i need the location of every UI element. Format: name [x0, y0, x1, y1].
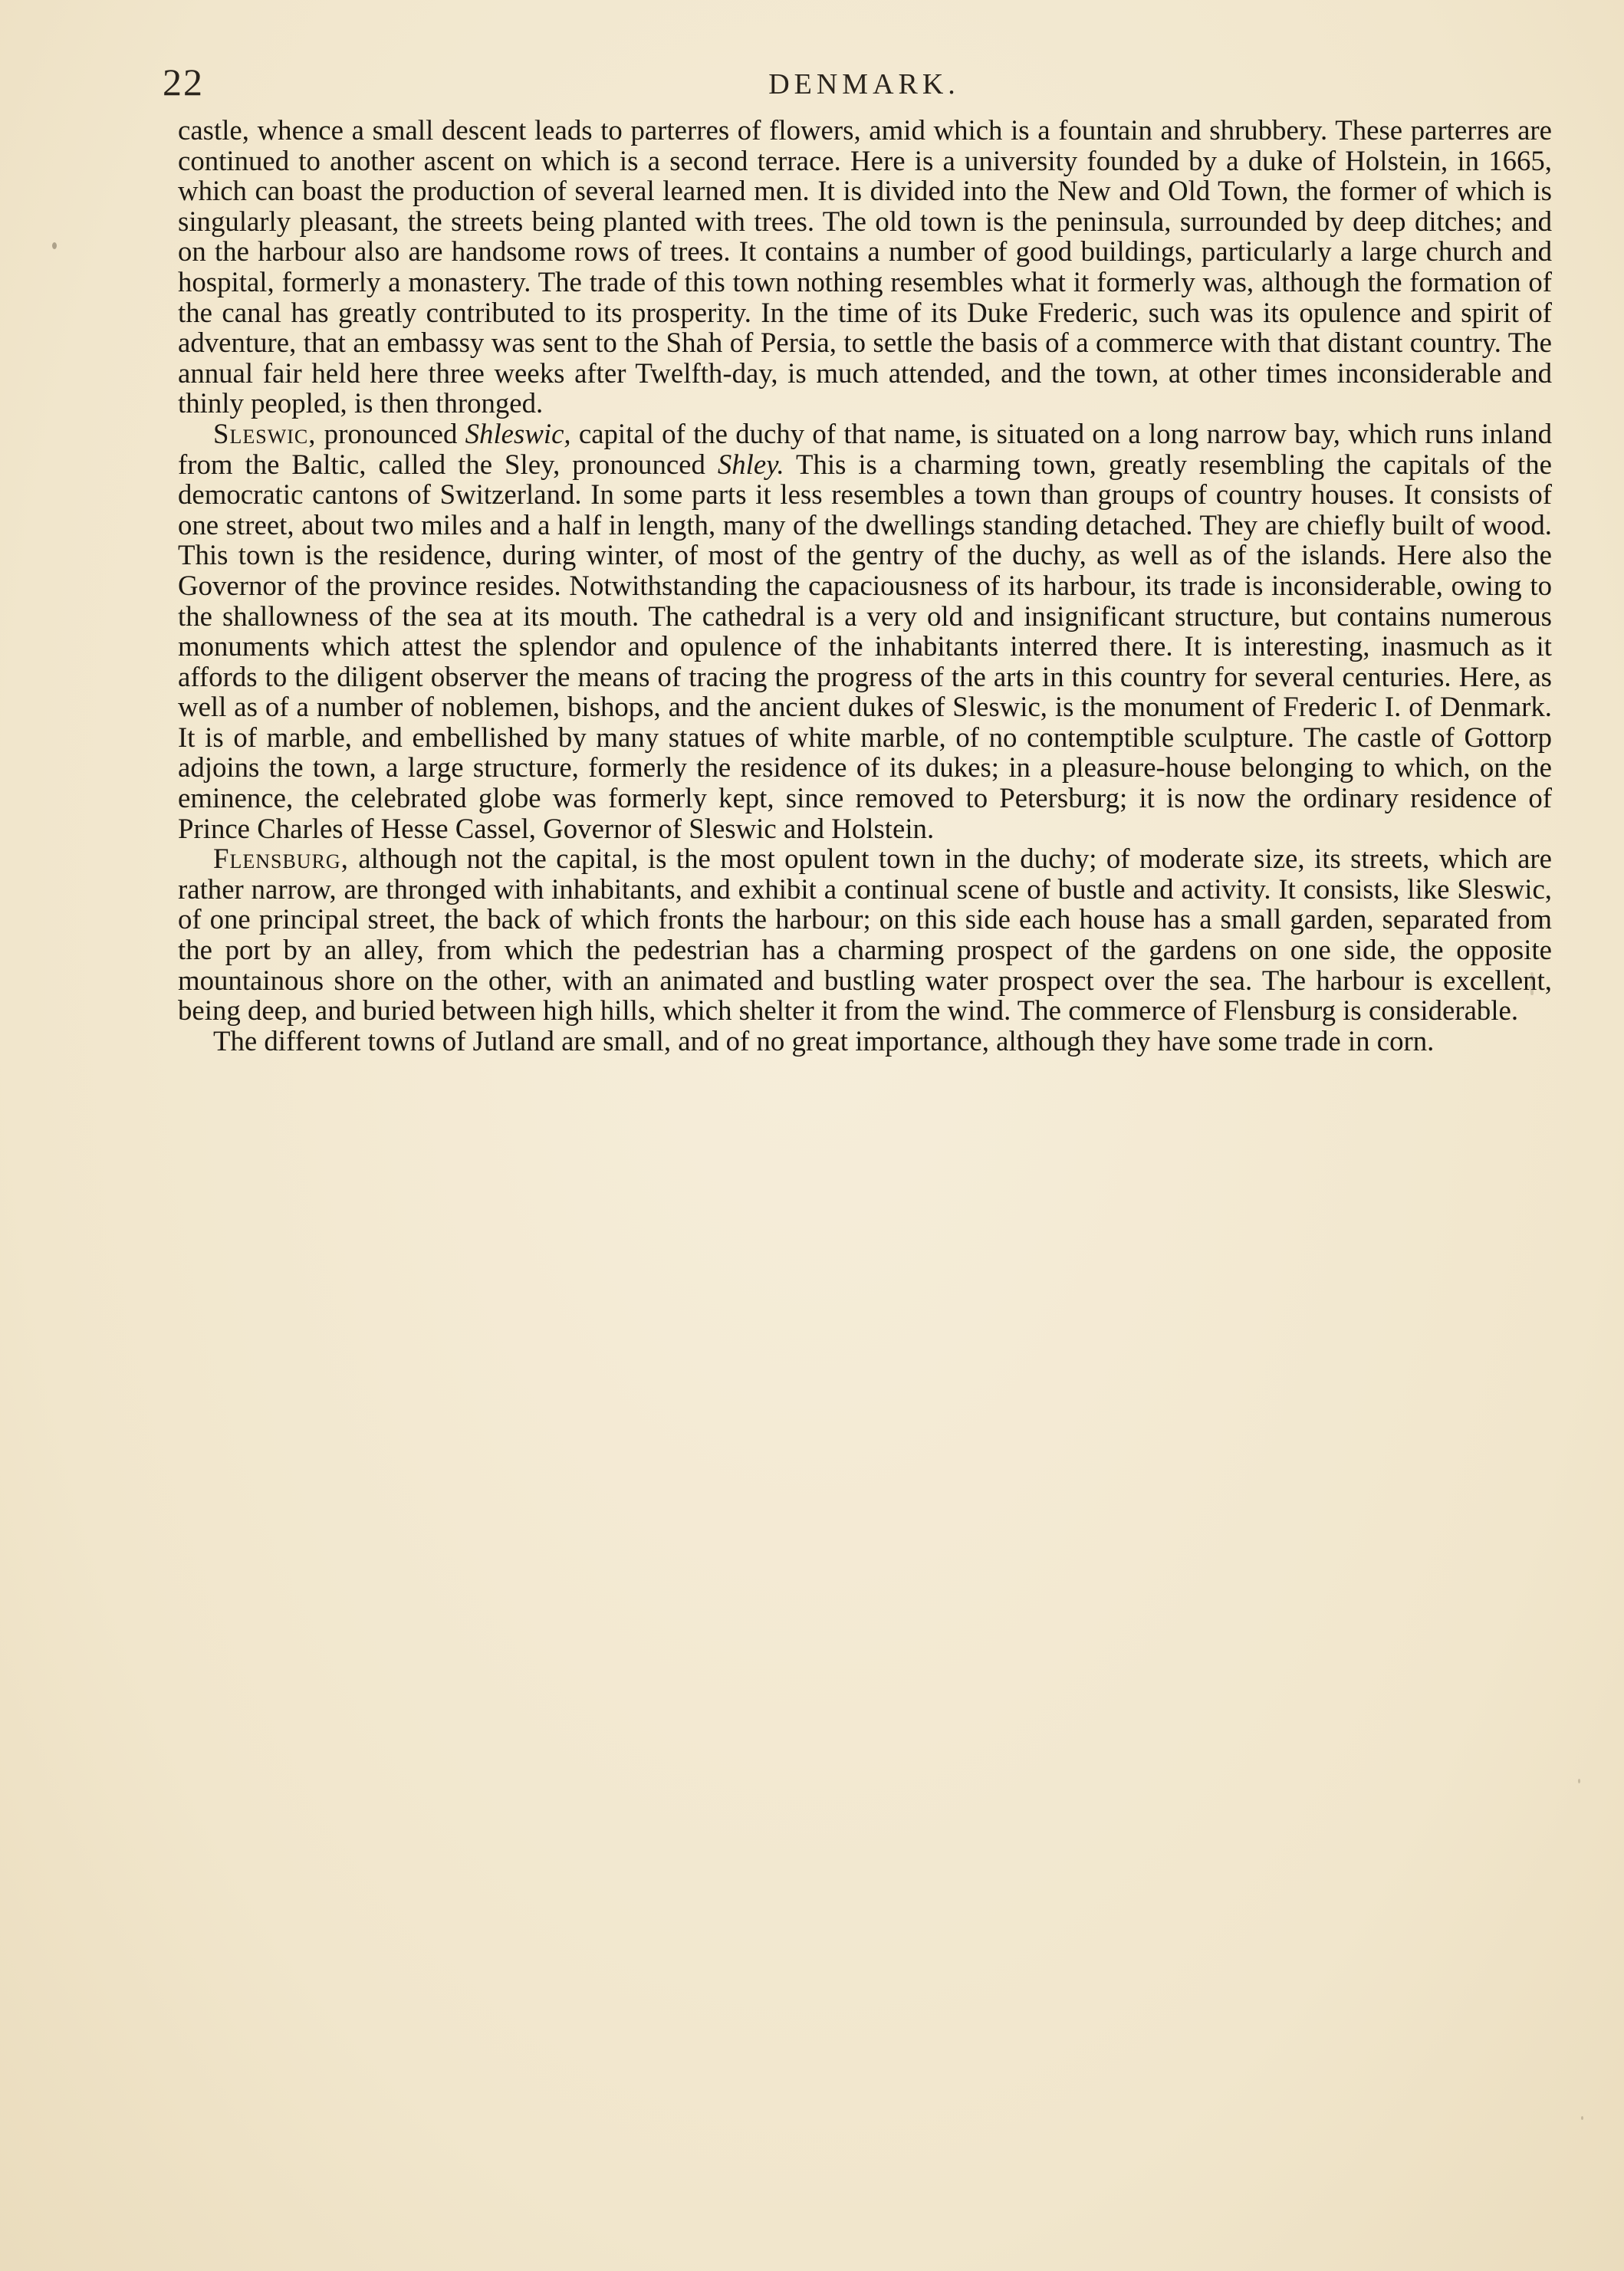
page-number: 22 — [163, 61, 204, 104]
paper-speck — [52, 242, 57, 249]
running-head: DENMARK. — [768, 68, 960, 100]
paragraph-text: This is a charming town, greatly resembling the capitals of the democratic cantons of Switzerland. In some parts it less resembles a town than groups of country houses. It consists of one street, about two miles and a half in length, many of the dwellings standing detached. They are chiefly built of wood. This town is the residence, during winter, of most of the gentry of the duchy, as well as of the islands. Here also the Governor of the province resides. Notwithstanding the capaciousness of its harbour, its trade is inconsiderable, owing to the shallowness of the sea at its mouth. The cathedral is a very old and insignificant structure, but contains numerous monuments which attest the splendor and opulence of the inhabitants interred there. It is interesting, inasmuch as it affords to the diligent observer the means of tracing the progress of the arts in this country for several centuries. Here, as well as of a number of noblemen, bishops, and the ancient dukes of Sleswic, is the monument of Frederic I. of Denmark. It is of marble, and embellished by many statues of white marble, of no contemptible sculpture. The castle of Gottorp adjoins the town, a large structure, formerly the residence of its dukes; in a pleasure-house belonging to which, on the eminence, the celebrated globe was formerly kept, since removed to Petersburg; it is now the ordinary residence of Prince Charles of Hesse Cassel, Governor of Sleswic and Holstein. — [178, 448, 1552, 844]
paper-speck — [1578, 1779, 1580, 1783]
paragraph-text: capital of the duchy of that name, is situated on a long narrow bay, which runs inland from the Baltic, called the Sley, pronounced — [178, 417, 1552, 480]
pronunciation-italic: Shley. — [717, 448, 784, 480]
body-text — [178, 115, 1552, 1056]
paragraph-text: castle, whence a small descent leads to parterres of flowers, amid which is a fountain and shrubbery. These parterres are continued to another ascent on which is a second terrace. Here is a university founded by a duke of Holstein, in 1665, which can boast the production of several learned men. It is divided into the New and Old Town, the former of which is singularly pleasant, the streets being planted with trees. The old town is the peninsula, surrounded by deep ditches; and on the harbour also are handsome rows of trees. It contains a number of good buildings, particularly a large church and hospital, formerly a monastery. The trade of this town nothing resembles what it formerly was, although the formation of the canal has greatly contributed to its prosperity. In the time of its Duke Frederic, such was its opulence and spirit of adventure, that an embassy was sent to the Shah of Persia, to settle the basis of a commerce with that distant country. The annual fair held here three weeks after Twelfth-day, is much attended, and the town, at other times inconsiderable and thinly peopled, is then thronged. — [178, 114, 1552, 419]
paper-speck — [1530, 972, 1534, 995]
pronunciation-italic: Shleswic, — [465, 417, 571, 449]
paragraph-flensburg — [178, 843, 1552, 1026]
paragraph-text: although not the capital, is the most opulent town in the duchy; of moderate size, its streets, which are rather narrow, are thronged with inhabitants, and exhibit a continual scene of bustle and activity. It consists, like Sleswic, of one principal street, the back of which fronts the harbour; on this side each house has a small garden, separated from the port by an alley, from which the pedestrian has a charming prospect of the gardens on one side, the opposite mountainous shore on the other, with an animated and bustling water prospect over the sea. The harbour is excellent, being deep, and buried between high hills, which shelter it from the wind. The commerce of Flensburg is considerable. — [178, 843, 1552, 1027]
page-header — [163, 60, 1566, 106]
paragraph-sleswic — [178, 419, 1552, 843]
paper-speck — [1581, 2116, 1583, 2120]
place-name-sleswic: Sleswic, — [213, 417, 317, 449]
paragraph-jutland — [178, 1026, 1552, 1057]
paragraph-text: The different towns of Jutland are small, and of no great importance, although they have some trade in corn. — [213, 1024, 1435, 1057]
paragraph-gottorp-continuation — [178, 115, 1552, 419]
place-name-flensburg: Flensburg, — [213, 843, 349, 875]
paragraph-text: pronounced — [316, 417, 465, 449]
